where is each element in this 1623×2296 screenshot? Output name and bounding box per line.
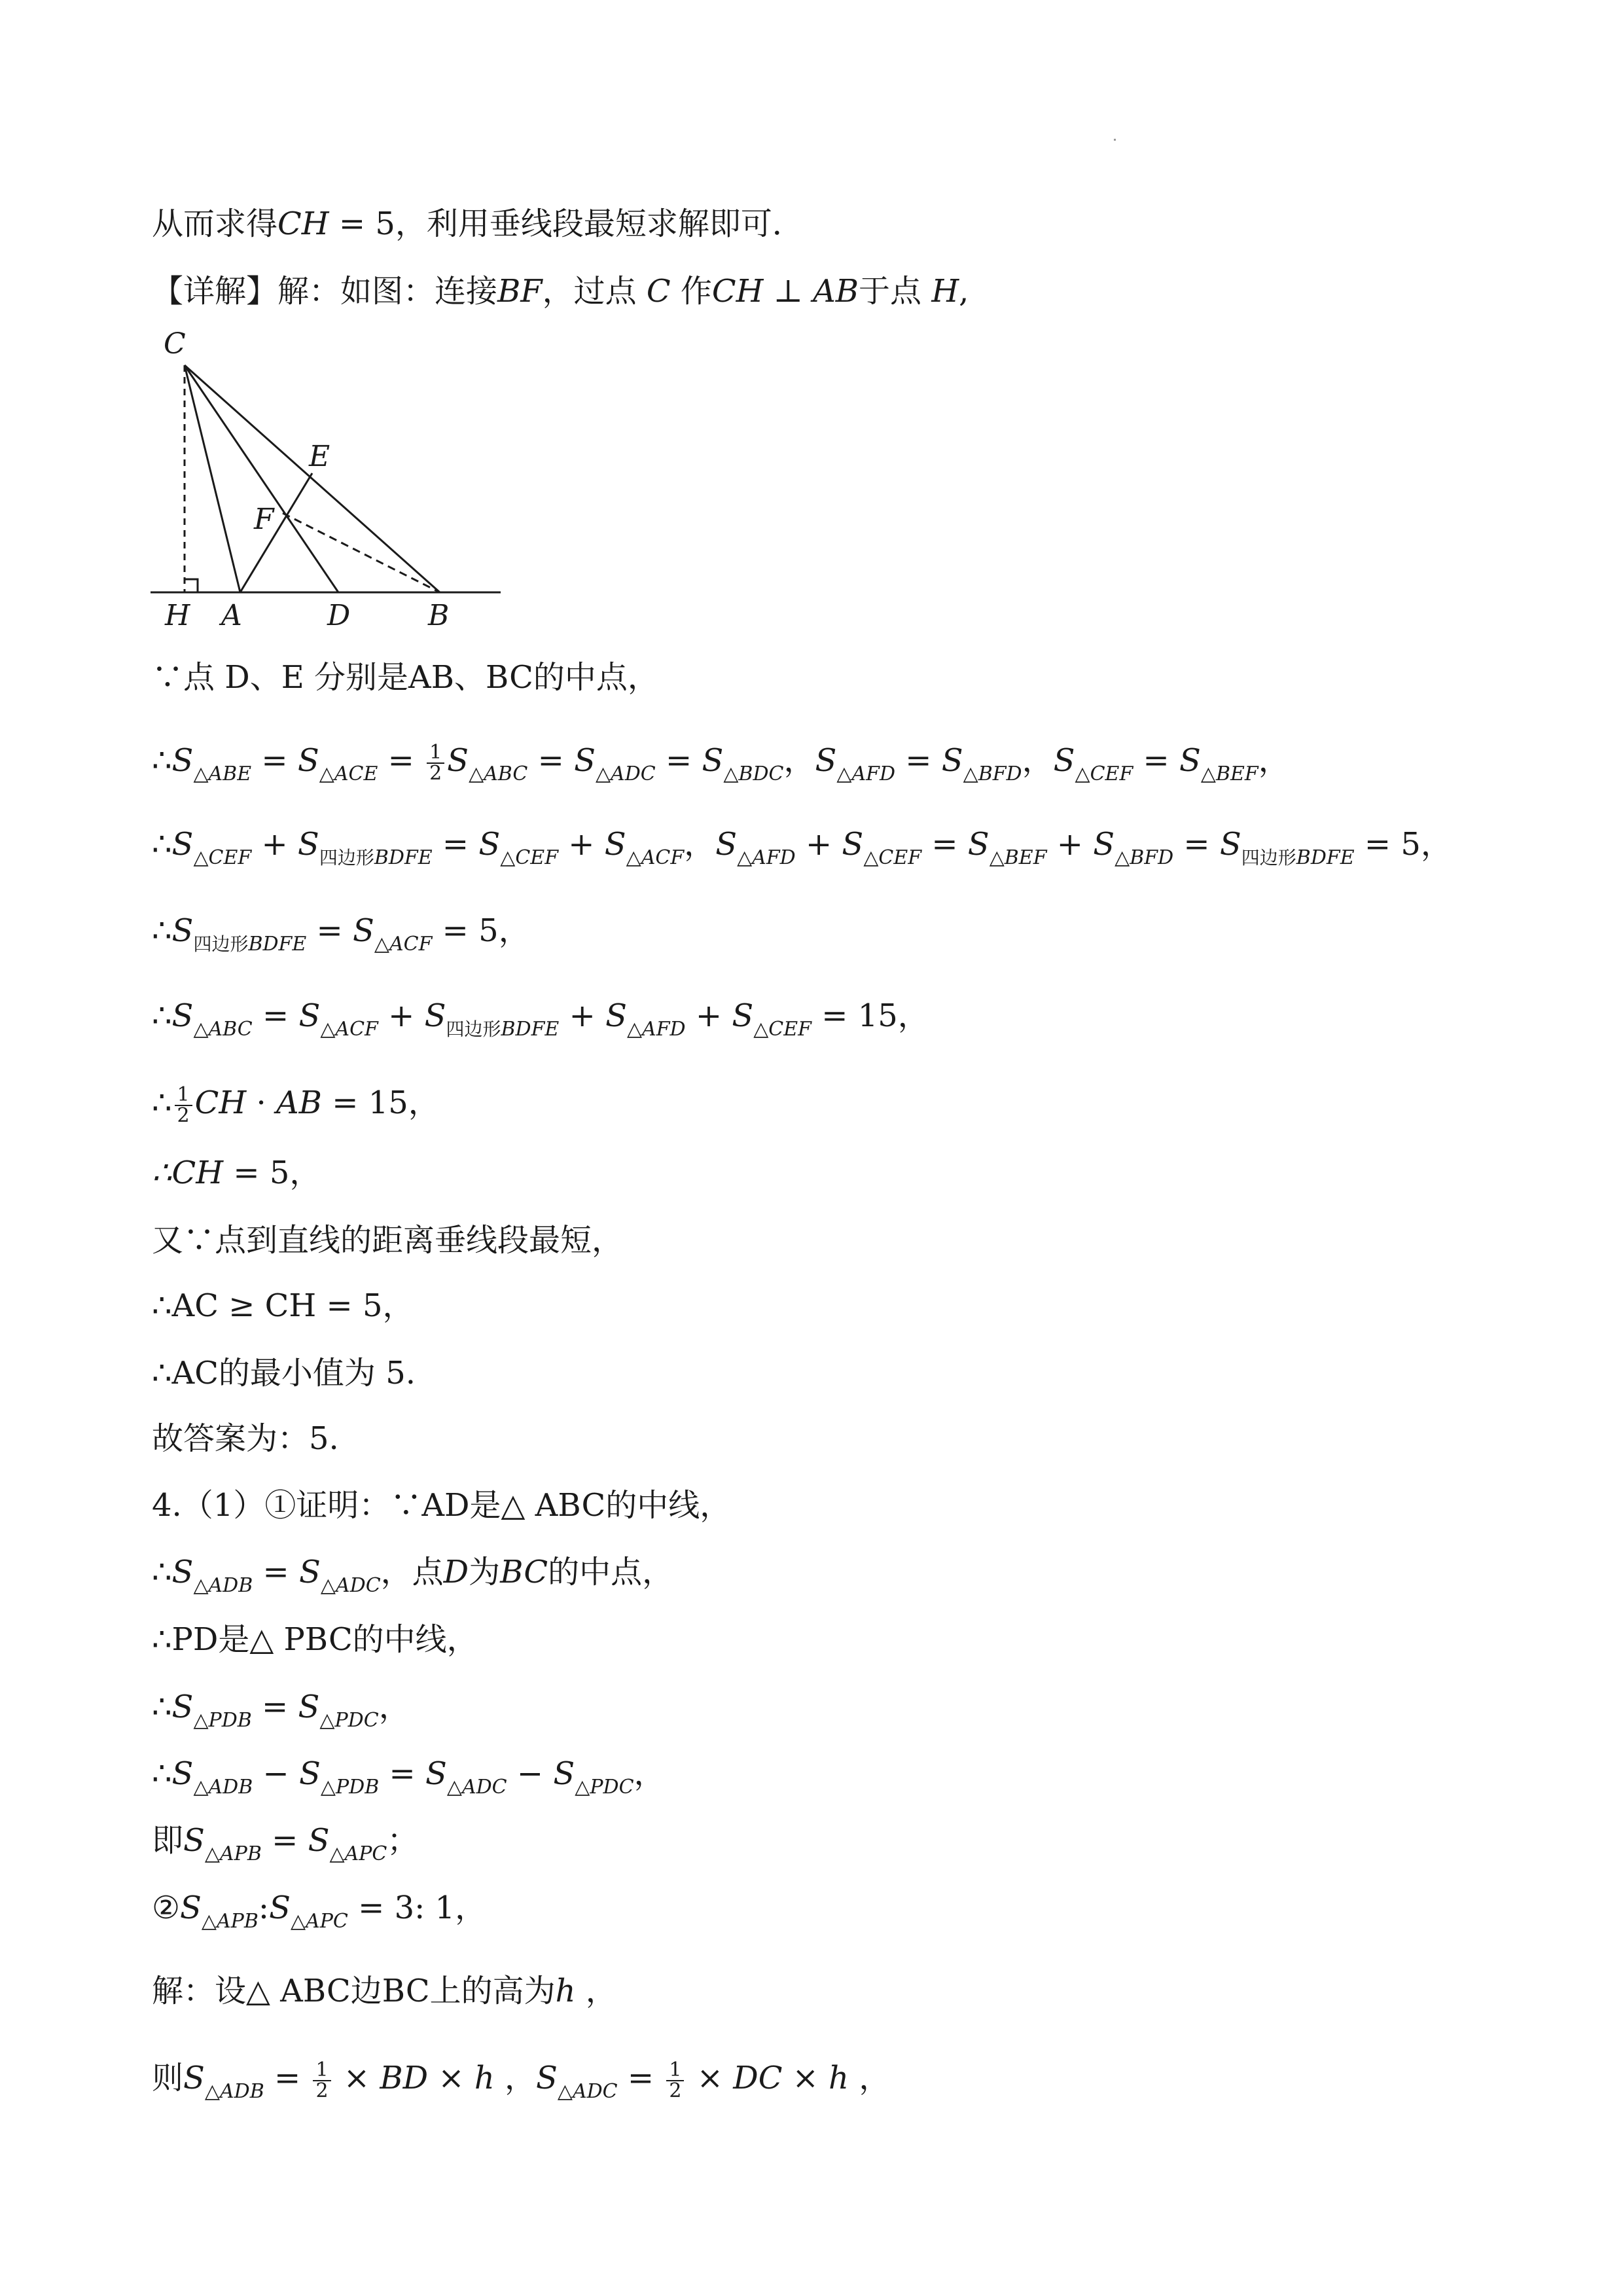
label-d: D (327, 599, 351, 632)
text-line-6 (152, 911, 530, 964)
text-line-5 (152, 825, 1452, 878)
segment-ca (185, 365, 240, 592)
formula-line-19: 即$S_{\triangle APB} = S_{\triangle APC}$； (152, 1822, 419, 1865)
text-segment: ⊥ (763, 273, 813, 310)
text-segment: , (959, 273, 969, 310)
formula-line-20: $②S_{\triangle APB}:S_{\triangle APC} = 3$: 1， (152, 1890, 487, 1933)
formula-line-17: $\therefore S_{\triangle PDB} = S_{\triangle PDC}$， (152, 1689, 410, 1732)
text-line-3 (152, 658, 659, 697)
math-h: H (931, 273, 959, 310)
label-c: C (164, 327, 186, 361)
text-line-1 (152, 204, 804, 243)
text-segment: ，过点 (542, 273, 647, 310)
label-b: B (428, 599, 450, 632)
text-line-9: ∴CH = 5， (152, 1155, 321, 1191)
text-line-11 (152, 1286, 414, 1325)
formula-line-6: $\therefore S_{四边形BDFE} = S_{\triangle ACF} = 5$， (152, 912, 530, 956)
text-segment: = 5，利用垂线段最短求解即可． (329, 206, 804, 242)
formula-line-5: $\therefore S_{\triangle CEF} + S_{四边形BDFE} = S_{\triangle CEF} + S_{\triangle ACF}$，$S_{\triangle AFD} + S_{\triangle CEF} = S_{\triangle BEF} + S_{\triangle BFD} = S_{四边形BDFE} = 5$， (152, 826, 1452, 869)
fraction-half: $\frac{1}{2}$ (427, 743, 444, 783)
text-line-17 (152, 1687, 410, 1740)
text-segment: 作 (670, 273, 712, 310)
math-ch: CH (711, 273, 764, 310)
text-segment: 【详解】解：如图：连接 (152, 273, 498, 310)
formula-line-18: $\therefore S_{\triangle ADB} - S_{\triangle PDB} = S_{\triangle ADC} - S_{\triangle PDC}$， (152, 1755, 666, 1799)
text-segment: 又∵点到直线的距离垂线段最短， (152, 1222, 624, 1259)
fraction-half: $\frac{1}{2}$ (666, 2060, 684, 2101)
text-segment: 故答案为：5. (152, 1420, 339, 1457)
text-line-12 (152, 1354, 416, 1393)
text-line-13 (152, 1419, 339, 1458)
formula-line-7: $\therefore S_{\triangle ABC} = S_{\triangle ACF} + S_{四边形BDFE} + S_{\triangle AFD} + S_{\triangle CEF} = 15$， (152, 997, 929, 1041)
segment-bf (283, 513, 440, 592)
fraction-half: $\frac{1}{2}$ (313, 2060, 330, 2101)
text-line-7 (152, 996, 929, 1049)
triangle-figure (151, 321, 504, 635)
text-segment: ∵点 D、E 分别是AB、BC的中点， (152, 659, 659, 696)
text-segment: 从而求得 (152, 206, 278, 242)
page-dot (1114, 139, 1116, 141)
formula-line-15: $\therefore S_{\triangle ADB} = S_{\triangle ADC}$，点D为BC的中点， (152, 1554, 674, 1597)
text-segment: 4.（1）①证明：∵AD是△ ABC的中线， (152, 1487, 732, 1524)
math-c: C (646, 273, 671, 310)
text-line-4 (152, 741, 1290, 794)
math-ab: AB (813, 273, 859, 310)
text-line-2 (152, 272, 969, 311)
text-segment: ∴AC的最小值为 5. (152, 1355, 416, 1391)
text-line-22 (152, 2058, 890, 2111)
text-line-20 (152, 1888, 486, 1941)
text-line-19 (152, 1821, 418, 1874)
text-line-16 (152, 1620, 478, 1659)
text-line-8 (152, 1083, 440, 1126)
text-line-14 (152, 1486, 731, 1525)
fraction-half: $\frac{1}{2}$ (175, 1085, 192, 1126)
label-h: H (165, 599, 190, 632)
math-bf: BF (497, 273, 543, 310)
text-line-10 (152, 1221, 623, 1260)
text-segment: ∴PD是△ PBC的中线， (152, 1621, 478, 1658)
right-angle-mark (185, 579, 198, 592)
text-segment: 解：设△ ABC边BC上的高为ℎ ， (152, 1973, 617, 2009)
label-f: F (254, 503, 274, 536)
formula-line-8: ∴ $\frac{1}{2}$ CH · AB = 15， (152, 1083, 440, 1127)
math-ch: CH (277, 206, 329, 242)
text-line-15 (152, 1552, 673, 1605)
label-a: A (221, 599, 242, 632)
text-line-21 (152, 1971, 617, 2011)
text-line-18 (152, 1754, 666, 1807)
formula-line-4: $\therefore S_{\triangle ABE} = S_{\triangle ACE}$ = $\frac{1}{2}$ $S_{\triangle ABC} = S_{\triangle ADC} = S_{\triangle BDC}$，$S_{\triangle AFD} = S_{\triangle BFD}$，$S_{\triangle CEF} = S_{\triangle BEF}$， (152, 740, 1290, 785)
text-segment: 于点 (859, 273, 932, 310)
label-e: E (309, 440, 330, 473)
text-segment: ∴AC ≥ CH = 5， (152, 1287, 414, 1324)
formula-line-22: 则$S_{\triangle ADB}$ = $\frac{1}{2}$ × BD × ℎ ，$S_{\triangle ADC}$ = $\frac{1}{2}$ × DC × ℎ ， (152, 2058, 891, 2103)
segment-cb (185, 365, 440, 592)
segment-ae (240, 473, 312, 592)
